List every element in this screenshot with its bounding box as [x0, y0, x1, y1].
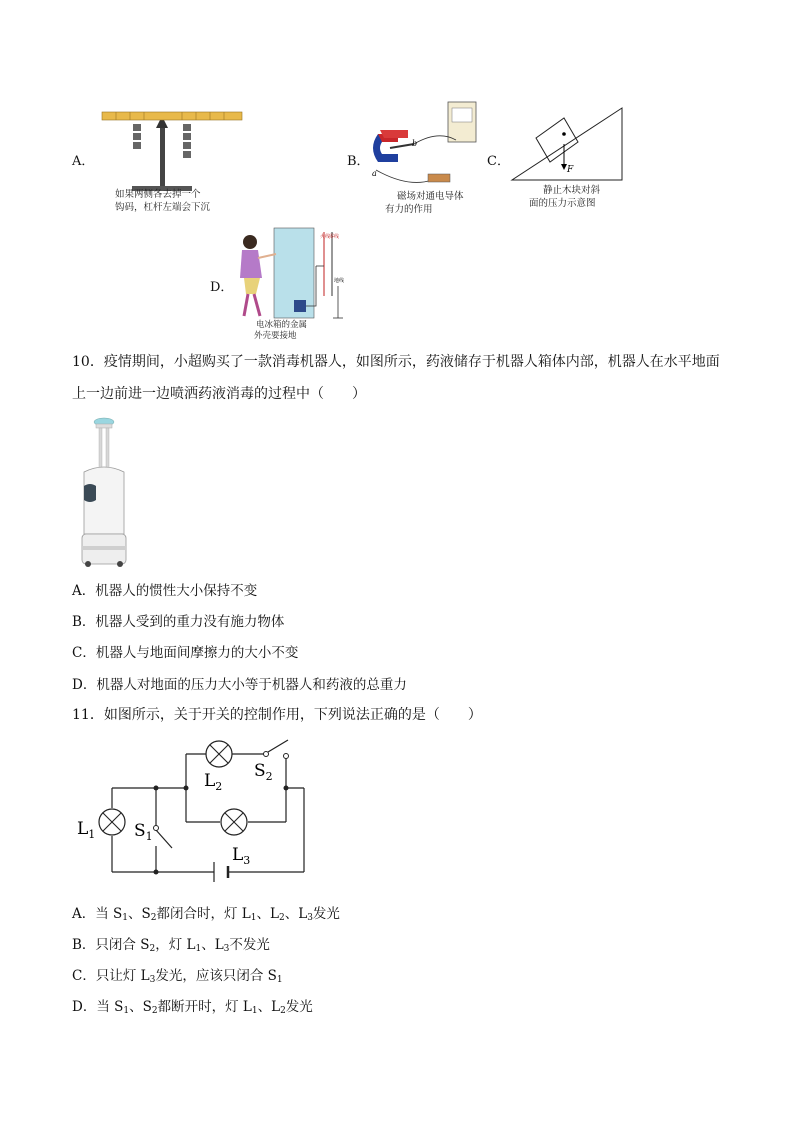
q10-option-d: D．机器人对地面的压力大小等于机器人和药液的总重力: [72, 677, 407, 693]
wire-neutral-label: 零线: [329, 234, 340, 240]
q11-option-b: B．只闭合 $S_2$，灯 $L_1$、$L_3$不发光: [72, 937, 270, 954]
option-b-caption: 磁场对通电导体 有力的作用: [385, 191, 464, 215]
label-l1: $L_1$: [77, 819, 96, 841]
q11-option-c: C．只让灯 $L_3$发光，应该只闭合 $S_1$: [72, 968, 283, 985]
option-a-letter: A．: [72, 154, 95, 169]
label-l3: $L_3$: [232, 845, 251, 867]
wire-live-label: 火线: [320, 234, 331, 240]
option-c-letter: C．: [487, 154, 510, 169]
label-s2: $S_2$: [254, 761, 273, 783]
q11-option-d: D．当 $S_1$、$S_2$都断开时，灯 $L_1$、$L_2$发光: [72, 999, 313, 1016]
label-a: a: [372, 169, 377, 178]
fridge-figure: [232, 226, 344, 322]
circuit-diagram: [74, 734, 314, 894]
option-d-caption: 电冰箱的金属 外壳要接地: [254, 320, 308, 341]
lever-figure: [92, 100, 252, 200]
label-s1: $S_1$: [134, 821, 153, 843]
q10-option-a: A．机器人的惯性大小保持不变: [72, 583, 258, 599]
q10-option-c: C．机器人与地面间摩擦力的大小不变: [72, 645, 299, 661]
q10-option-b: B．机器人受到的重力没有施力物体: [72, 614, 285, 630]
option-d-letter: D．: [210, 280, 234, 295]
magnet-figure: [368, 100, 483, 192]
q11-stem: 11．如图所示，关于开关的控制作用，下列说法正确的是（ ）: [72, 707, 482, 723]
option-a-caption: 如果两侧各去掉一个 钩码，杠杆左端会下沉: [115, 189, 211, 213]
option-c-caption: 静止木块对斜 面的压力示意图: [529, 185, 601, 209]
q10-stem-line2: 上一边前进一边喷洒药液消毒的过程中（ ）: [72, 386, 366, 402]
wire-ground-label: 地线: [334, 278, 344, 284]
q10-stem-line1: 10．疫情期间，小超购买了一款消毒机器人，如图所示，药液储存于机器人箱体内部，机器人在水平地面: [72, 354, 720, 370]
q11-option-a: A．当 $S_1$、$S_2$都闭合时，灯 $L_1$、$L_2$、$L_3$发光: [72, 906, 340, 923]
label-l2: $L_2$: [204, 771, 223, 793]
force-label: F: [567, 165, 574, 175]
label-b: b: [412, 139, 418, 148]
incline-figure: [510, 104, 628, 184]
robot-figure: [76, 416, 132, 574]
option-b-letter: B．: [347, 154, 370, 169]
